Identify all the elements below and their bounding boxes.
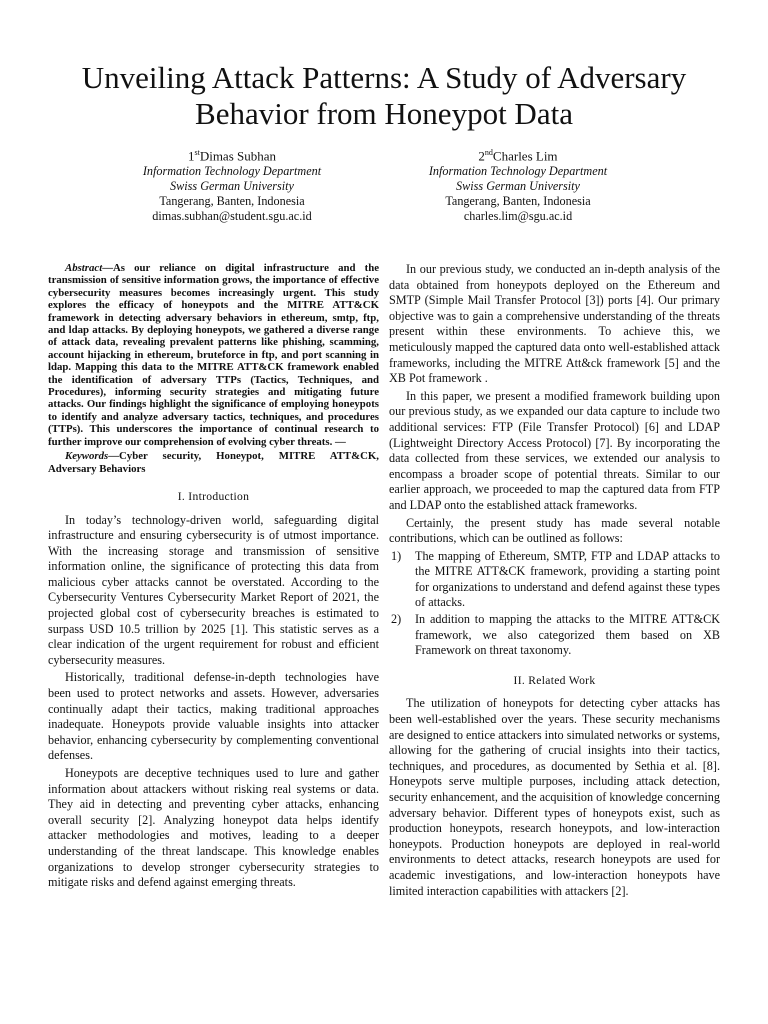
list-item-number: 2) (391, 612, 402, 627)
list-item-number: 1) (391, 548, 402, 563)
author-email: charles.lim@sgu.ac.id (463, 209, 573, 224)
body-paragraph: Certainly, the present study has made several notable contributions, which can be outlined as follows: (389, 515, 720, 546)
author-university: Swiss German University (170, 178, 294, 193)
list-item-text: In addition to mapping the attacks to the MITRE ATT&CK framework, we also categorized them based on XB Framework on threat taxonomy. (415, 612, 720, 658)
body-paragraph: In this paper, we present a modified framework building upon our previous study, as we expanded our data capture to include two additional services: FTP (File Transfer Protocol) [6] and LDAP (Lightweight Directory Access Protocol) [7]. By incorporating the data collected from these services, we extended our analysis to encompass a broader scope of potential threats. Similar to our earlier approach, we proceeded to map the captured data from FTP and LDAP onto the established attack frameworks. (389, 388, 720, 512)
author-name: 1stDimas Subhan (187, 148, 277, 164)
author-university: Swiss German University (456, 178, 580, 193)
author-department: Information Technology Department (428, 163, 608, 178)
keywords-text: —Cyber security, Honeypot, MITRE ATT&CK, Adversary Behaviors (48, 450, 379, 475)
right-column (389, 262, 720, 901)
body-paragraph: Honeypots are deceptive techniques used to lure and gather information about attackers without risking real systems or data. They aid in detecting and preventing cyber attacks, enhancing overall security [2]. Analyzing honeypot data helps identify attacker methodologies and motives, leading to a deeper understanding of the threat landscape. This knowledge enables organizations to develop stronger cybersecurity strategies to mitigate risks and defend against emerging threats. (48, 766, 379, 890)
author-location: Tangerang, Banten, Indonesia (445, 193, 591, 208)
left-column (48, 262, 379, 893)
section-heading-introduction: I. Introduction (177, 489, 250, 503)
author-name: 2ndCharles Lim (478, 148, 558, 164)
keywords-label: Keywords (65, 450, 109, 463)
body-paragraph: In our previous study, we conducted an in-depth analysis of the data obtained from honeypots deployed on the Ethereum and SMTP (Simple Mail Transfer Protocol [3]) ports [4]. Our primary objective was to gain a comprehensive understanding of the threats present within these environments. To achieve this, we meticulously mapped the captured data onto well-established attack frameworks, including the MITRE Att&ck framework [5] and the XB Pot framework . (389, 262, 720, 386)
paper-title: Unveiling Attack Patterns: A Study of Adversary Behavior from Honeypot Data (81, 60, 687, 131)
abstract (48, 262, 379, 448)
contributions-list (389, 549, 720, 659)
author-block-2 (368, 145, 668, 224)
abstract-label: Abstract (65, 262, 103, 274)
section-heading-related-work: II. Related Work (513, 673, 596, 687)
author-department: Information Technology Department (142, 163, 322, 178)
list-item (389, 549, 720, 611)
list-item (389, 612, 720, 659)
body-paragraph: Historically, traditional defense-in-depth technologies have been used to protect networks and assets. However, adversaries continually adapt their tactics, making traditional approaches inadequate. Honeypots provide valuable insights into attacker behavior, enhancing cybersecurity by complementing conventional defenses. (48, 670, 379, 763)
abstract-text: —As our reliance on digital infrastructure and the transmission of sensitive information grows, the importance of effective cybersecurity measures becomes increasingly urgent. This study explores the efficacy of honeypots and the MITRE ATT&CK framework in detecting adversary behaviors in ethereum, smtp, ftp, and ldap attacks. By deploying honeypots, we gathered a diverse range of attack data, revealing prevalent patterns like phishing, scamming, account hijacking in ethereum, bruteforce in ftp, and port scanning in ldap. Mapping this data to the MITRE ATT&CK framework enabled the identification of adversary TTPs (Tactics, Techniques, and Procedures), informing security strategies and mitigating future attacks. Our findings highlight the significance of employing honeypots to identify and analyze adversary tactics, techniques, and procedures (TTPs). This underscores the importance of continual research to further improve our comprehension of evolving cyber threats. — (48, 262, 379, 448)
author-email: dimas.subhan@student.sgu.ac.id (152, 209, 312, 224)
keywords (48, 450, 379, 475)
author-block-1 (82, 145, 382, 224)
body-paragraph: In today’s technology-driven world, safeguarding digital infrastructure and ensuring cybersecurity is of utmost importance. With the increasing storage and transmission of sensitive information online, the significance of protecting this data from malicious cyber attacks cannot be overstated. According to the Cybersecurity Ventures Cybersecurity Market Report of 2021, the projected global cost of cybersecurity breaches is estimated to surpass USD 10.5 trillion by 2025 [1]. This statistic serves as a clear indication of the urgent requirement for robust and efficient cybersecurity measures. (48, 512, 379, 667)
list-item-text: The mapping of Ethereum, SMTP, FTP and LDAP attacks to the MITRE ATT&CK framework, providing a starting point for organizations to understand and defend against these types of attacks. (415, 548, 720, 610)
body-paragraph: The utilization of honeypots for detecting cyber attacks has been well-established over the years. These security mechanisms are designed to entice attackers into simulated networks or systems, allowing for the gathering of crucial insights into their tactics, techniques, and procedures, as documented by Sethia et al. [8]. Honeypots serve multiple purposes, including attack detection, security enhancement, and the acquisition of knowledge concerning adversary behavior. Different types of honeypots exist, such as production honeypots, research honeypots, and low-interaction honeypots. Production honeypots are deployed in real-world environments to detect attacks, research honeypots are used for academic investigations, and low-interaction honeypots have limited interaction capabilities with attackers [2]. (389, 696, 720, 898)
author-location: Tangerang, Banten, Indonesia (159, 193, 305, 208)
